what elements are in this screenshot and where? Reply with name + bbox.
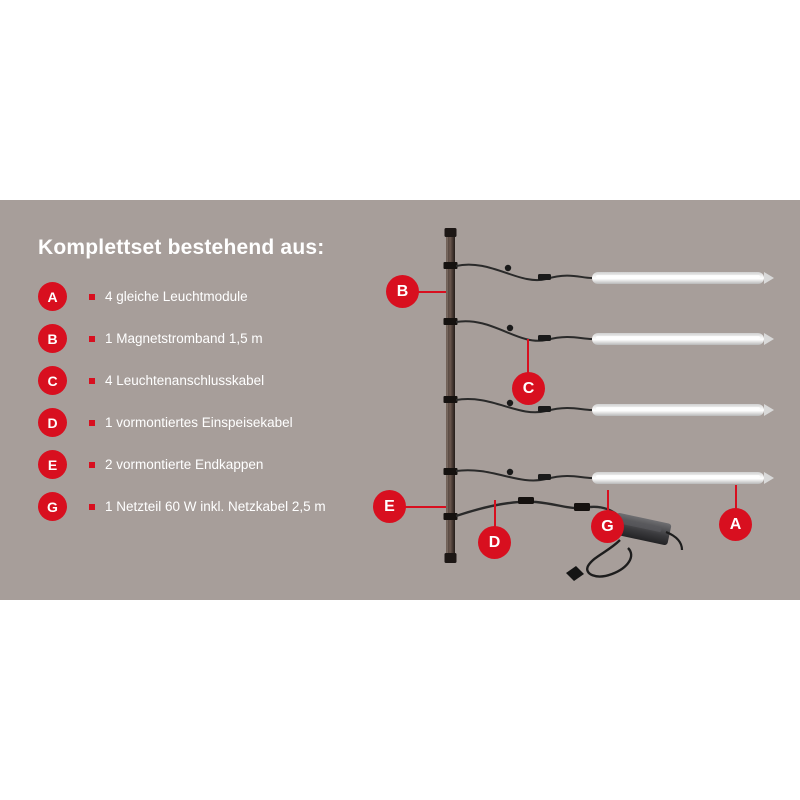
legend-label-e: 2 vormontierte Endkappen	[105, 457, 264, 472]
legend-item-e	[38, 450, 368, 479]
marker-g-netzteil: G	[591, 510, 624, 543]
leader-line-c	[527, 339, 529, 374]
legend-label-d: 1 vormontiertes Einspeisekabel	[105, 415, 293, 430]
bullet-icon	[89, 462, 95, 468]
legend-item-d	[38, 408, 368, 437]
legend-badge-g: G	[38, 492, 67, 521]
legend-badge-c: C	[38, 366, 67, 395]
legend-badge-b: B	[38, 324, 67, 353]
legend-badge-a: A	[38, 282, 67, 311]
legend-item-b	[38, 324, 368, 353]
marker-d-einspeisekabel: D	[478, 526, 511, 559]
bullet-icon	[89, 420, 95, 426]
leader-line-e	[403, 506, 446, 508]
bullet-icon	[89, 504, 95, 510]
leader-line-d	[494, 500, 496, 528]
legend-label-a: 4 gleiche Leuchtmodule	[105, 289, 248, 304]
legend-item-c	[38, 366, 368, 395]
legend-badge-e: E	[38, 450, 67, 479]
legend-label-g: 1 Netzteil 60 W inkl. Netzkabel 2,5 m	[105, 499, 326, 514]
product-info-panel	[0, 200, 800, 600]
bullet-icon	[89, 378, 95, 384]
legend-item-g	[38, 492, 368, 521]
bullet-icon	[89, 294, 95, 300]
leader-line-g	[607, 490, 609, 512]
marker-c-anschlusskabel: C	[512, 372, 545, 405]
bullet-icon	[89, 336, 95, 342]
led-module-3	[592, 404, 774, 416]
marker-a-leuchtmodul: A	[719, 508, 752, 541]
legend-label-c: 4 Leuchtenanschlusskabel	[105, 373, 265, 388]
legend	[38, 236, 368, 534]
legend-badge-d: D	[38, 408, 67, 437]
page-title: Komplettset bestehend aus:	[38, 236, 325, 259]
legend-item-a	[38, 282, 368, 311]
marker-e-endkappe: E	[373, 490, 406, 523]
legend-label-b: 1 Magnetstromband 1,5 m	[105, 331, 263, 346]
led-module-4	[592, 472, 774, 484]
magnet-rail	[444, 228, 458, 563]
marker-b-magnetstromband: B	[386, 275, 419, 308]
led-module-2	[592, 333, 774, 345]
led-module-1	[592, 272, 774, 284]
